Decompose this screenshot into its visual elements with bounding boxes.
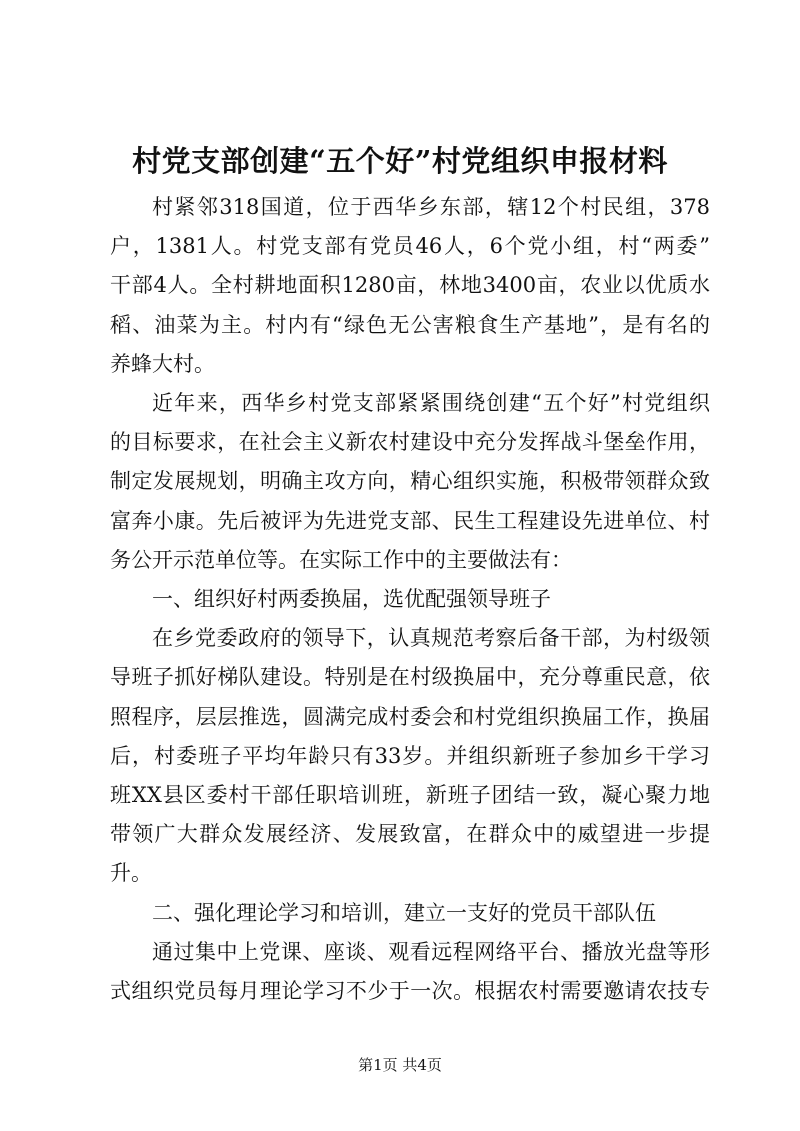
document-body [110,188,710,1011]
paragraph-recent-achievements [110,384,710,580]
text-line: 在乡党委政府的领导下，认真规范考察后备干部，为村级领 [152,626,710,651]
text-line: 富奔小康。先后被评为先进党支部、民生工程建设先进单位、村 [110,508,710,533]
section-heading-text: 二、强化理论学习和培训，建立一支好的党员干部队伍 [152,900,656,925]
section-heading-1 [110,580,710,619]
text-line: 式组织党员每月理论学习不少于一次。根据农村需要邀请农技专 [110,979,710,1004]
text-line: 稻、油菜为主。村内有“绿色无公害粮食生产基地”，是有名的 [110,312,710,337]
section-heading-2 [110,894,710,933]
text-line: 带领广大群众发展经济、发展致富，在群众中的威望进一步提升。 [110,822,710,886]
paragraph-election-work [110,619,710,893]
text-line: 班XX县区委村干部任职培训班，新班子团结一致，凝心聚力地 [110,783,710,808]
text-line: 近年来，西华乡村党支部紧紧围绕创建“五个好”村党组织 [152,391,710,416]
text-line: 照程序，层层推选，圆满完成村委会和村党组织换届工作，换届 [110,704,710,729]
text-line: 户，1381人。村党支部有党员46人，6个党小组，村“两委” [110,234,710,259]
text-line: 制定发展规划，明确主攻方向，精心组织实施，积极带领群众致 [110,469,710,494]
text-line: 务公开示范单位等。在实际工作中的主要做法有： [110,547,572,572]
text-line: 通过集中上党课、座谈、观看远程网络平台、播放光盘等形 [152,939,710,964]
text-line: 导班子抓好梯队建设。特别是在村级换届中，充分尊重民意，依 [110,665,710,690]
paragraph-village-overview [110,188,710,384]
text-line: 的目标要求，在社会主义新农村建设中充分发挥战斗堡垒作用， [110,430,710,455]
section-heading-text: 一、组织好村两委换届，选优配强领导班子 [152,587,551,612]
text-line: 干部4人。全村耕地面积1280亩，林地3400亩，农业以优质水 [110,273,710,298]
text-line: 养蜂大村。 [110,351,215,376]
page-number-footer: 第1页 共4页 [358,1056,442,1074]
paragraph-theory-study [110,933,710,1011]
text-line: 村紧邻318国道，位于西华乡东部，辖12个村民组，378 [152,195,710,219]
document-title: 村党支部创建“五个好”村党组织申报材料 [132,144,668,178]
text-line: 后，村委班子平均年龄只有33岁。并组织新班子参加乡干学习 [110,743,710,768]
